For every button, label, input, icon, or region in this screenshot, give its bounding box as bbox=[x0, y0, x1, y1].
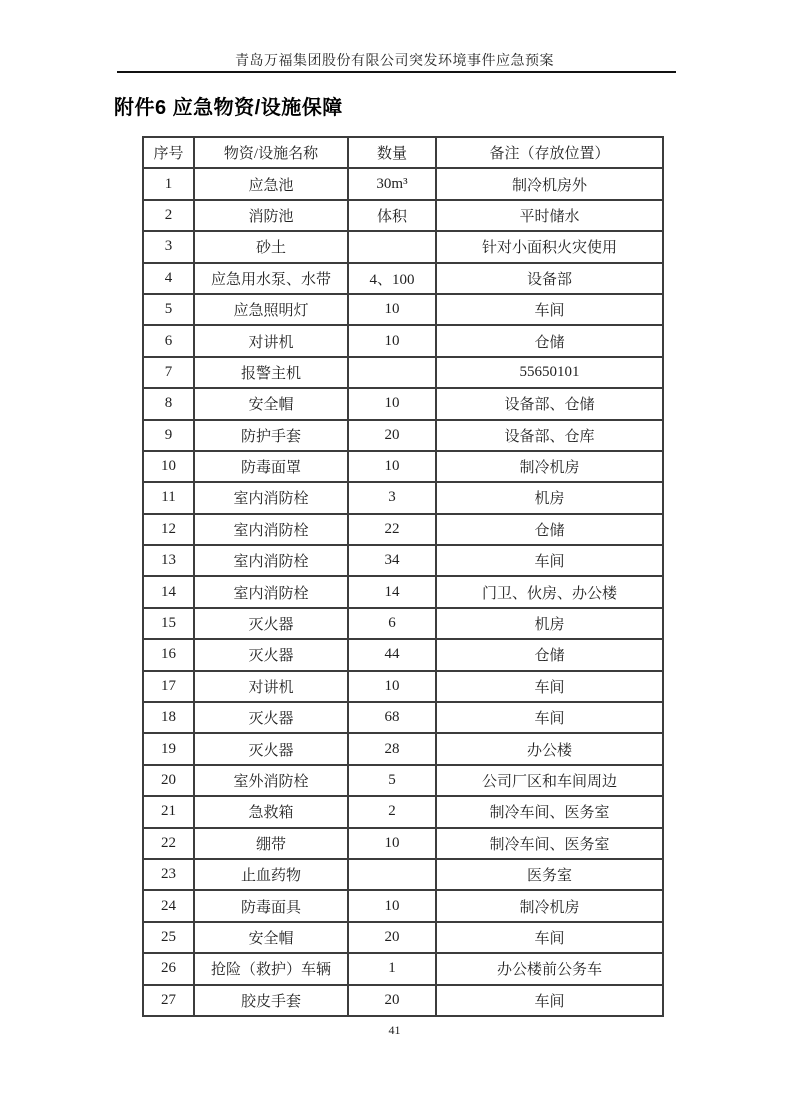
page-number: 41 bbox=[388, 1023, 401, 1037]
column-header-quantity: 数量 bbox=[348, 137, 436, 168]
table-row bbox=[143, 765, 663, 796]
cell-name: 室外消防栓 bbox=[194, 765, 348, 796]
cell-name: 急救箱 bbox=[194, 796, 348, 827]
cell-name: 抢险（救护）车辆 bbox=[194, 953, 348, 984]
cell-location: 平时储水 bbox=[436, 200, 663, 231]
cell-index: 1 bbox=[143, 168, 194, 199]
table-row bbox=[143, 859, 663, 890]
cell-name: 灭火器 bbox=[194, 702, 348, 733]
cell-quantity bbox=[348, 357, 436, 388]
table-row bbox=[143, 231, 663, 262]
cell-index: 7 bbox=[143, 357, 194, 388]
table-row bbox=[143, 702, 663, 733]
column-header-index: 序号 bbox=[143, 137, 194, 168]
table-row bbox=[143, 608, 663, 639]
cell-name: 室内消防栓 bbox=[194, 482, 348, 513]
cell-location: 车间 bbox=[436, 294, 663, 325]
cell-location: 仓储 bbox=[436, 639, 663, 670]
table-row bbox=[143, 985, 663, 1016]
supplies-table-body bbox=[143, 168, 663, 1016]
cell-location: 医务室 bbox=[436, 859, 663, 890]
cell-quantity: 22 bbox=[348, 514, 436, 545]
cell-quantity bbox=[348, 859, 436, 890]
table-row bbox=[143, 451, 663, 482]
cell-index: 23 bbox=[143, 859, 194, 890]
attachment-title: 附件6 应急物资/设施保障 bbox=[114, 97, 343, 119]
cell-quantity: 5 bbox=[348, 765, 436, 796]
cell-quantity: 10 bbox=[348, 828, 436, 859]
cell-index: 17 bbox=[143, 671, 194, 702]
cell-index: 27 bbox=[143, 985, 194, 1016]
cell-name: 止血药物 bbox=[194, 859, 348, 890]
cell-quantity: 68 bbox=[348, 702, 436, 733]
cell-quantity: 10 bbox=[348, 671, 436, 702]
cell-quantity: 1 bbox=[348, 953, 436, 984]
table-row bbox=[143, 514, 663, 545]
table-row bbox=[143, 796, 663, 827]
cell-quantity: 10 bbox=[348, 294, 436, 325]
cell-index: 22 bbox=[143, 828, 194, 859]
table-row bbox=[143, 200, 663, 231]
cell-name: 安全帽 bbox=[194, 388, 348, 419]
cell-quantity: 6 bbox=[348, 608, 436, 639]
cell-quantity: 4、100 bbox=[348, 263, 436, 294]
cell-name: 对讲机 bbox=[194, 325, 348, 356]
table-row bbox=[143, 357, 663, 388]
table-row bbox=[143, 545, 663, 576]
cell-name: 应急用水泵、水带 bbox=[194, 263, 348, 294]
cell-location: 机房 bbox=[436, 482, 663, 513]
cell-quantity: 14 bbox=[348, 576, 436, 607]
table-row bbox=[143, 325, 663, 356]
cell-quantity: 10 bbox=[348, 325, 436, 356]
cell-index: 24 bbox=[143, 890, 194, 921]
cell-location: 机房 bbox=[436, 608, 663, 639]
cell-index: 9 bbox=[143, 420, 194, 451]
cell-index: 20 bbox=[143, 765, 194, 796]
cell-name: 防毒面罩 bbox=[194, 451, 348, 482]
cell-index: 5 bbox=[143, 294, 194, 325]
column-header-location: 备注（存放位置） bbox=[436, 137, 663, 168]
cell-name: 应急池 bbox=[194, 168, 348, 199]
cell-name: 防毒面具 bbox=[194, 890, 348, 921]
cell-location: 制冷机房外 bbox=[436, 168, 663, 199]
cell-location: 车间 bbox=[436, 545, 663, 576]
cell-location: 车间 bbox=[436, 922, 663, 953]
cell-location: 制冷车间、医务室 bbox=[436, 796, 663, 827]
cell-quantity: 20 bbox=[348, 420, 436, 451]
cell-index: 15 bbox=[143, 608, 194, 639]
cell-location: 公司厂区和车间周边 bbox=[436, 765, 663, 796]
cell-quantity: 10 bbox=[348, 890, 436, 921]
cell-quantity: 44 bbox=[348, 639, 436, 670]
table-row bbox=[143, 168, 663, 199]
table-row bbox=[143, 639, 663, 670]
cell-name: 砂土 bbox=[194, 231, 348, 262]
cell-quantity: 2 bbox=[348, 796, 436, 827]
cell-index: 2 bbox=[143, 200, 194, 231]
cell-name: 灭火器 bbox=[194, 639, 348, 670]
cell-index: 10 bbox=[143, 451, 194, 482]
header-rule bbox=[117, 71, 676, 73]
cell-location: 设备部 bbox=[436, 263, 663, 294]
cell-name: 对讲机 bbox=[194, 671, 348, 702]
cell-name: 应急照明灯 bbox=[194, 294, 348, 325]
cell-index: 21 bbox=[143, 796, 194, 827]
table-row bbox=[143, 576, 663, 607]
table-row bbox=[143, 420, 663, 451]
table-row bbox=[143, 388, 663, 419]
cell-quantity: 10 bbox=[348, 388, 436, 419]
cell-quantity: 3 bbox=[348, 482, 436, 513]
table-row bbox=[143, 263, 663, 294]
cell-index: 14 bbox=[143, 576, 194, 607]
cell-index: 11 bbox=[143, 482, 194, 513]
page-header-title: 青岛万福集团股份有限公司突发环境事件应急预案 bbox=[235, 54, 554, 69]
cell-quantity: 20 bbox=[348, 985, 436, 1016]
cell-location: 车间 bbox=[436, 985, 663, 1016]
table-row bbox=[143, 482, 663, 513]
cell-quantity: 体积 bbox=[348, 200, 436, 231]
cell-name: 防护手套 bbox=[194, 420, 348, 451]
cell-index: 13 bbox=[143, 545, 194, 576]
cell-location: 门卫、伙房、办公楼 bbox=[436, 576, 663, 607]
cell-index: 6 bbox=[143, 325, 194, 356]
cell-location: 制冷机房 bbox=[436, 451, 663, 482]
cell-location: 仓储 bbox=[436, 325, 663, 356]
cell-name: 胶皮手套 bbox=[194, 985, 348, 1016]
cell-quantity: 10 bbox=[348, 451, 436, 482]
table-row bbox=[143, 671, 663, 702]
cell-quantity: 30m³ bbox=[348, 168, 436, 199]
cell-location: 设备部、仓储 bbox=[436, 388, 663, 419]
cell-location: 制冷机房 bbox=[436, 890, 663, 921]
cell-index: 18 bbox=[143, 702, 194, 733]
cell-index: 8 bbox=[143, 388, 194, 419]
cell-quantity: 28 bbox=[348, 733, 436, 764]
cell-name: 室内消防栓 bbox=[194, 514, 348, 545]
cell-name: 报警主机 bbox=[194, 357, 348, 388]
cell-name: 消防池 bbox=[194, 200, 348, 231]
cell-location: 55650101 bbox=[436, 357, 663, 388]
cell-quantity: 20 bbox=[348, 922, 436, 953]
cell-location: 设备部、仓库 bbox=[436, 420, 663, 451]
table-row bbox=[143, 953, 663, 984]
cell-index: 19 bbox=[143, 733, 194, 764]
cell-location: 办公楼前公务车 bbox=[436, 953, 663, 984]
cell-name: 室内消防栓 bbox=[194, 545, 348, 576]
cell-name: 室内消防栓 bbox=[194, 576, 348, 607]
cell-name: 灭火器 bbox=[194, 733, 348, 764]
table-row bbox=[143, 294, 663, 325]
table-header-row bbox=[143, 137, 663, 168]
cell-index: 26 bbox=[143, 953, 194, 984]
emergency-supplies-table bbox=[142, 136, 664, 1017]
cell-name: 绷带 bbox=[194, 828, 348, 859]
cell-location: 制冷车间、医务室 bbox=[436, 828, 663, 859]
cell-index: 12 bbox=[143, 514, 194, 545]
cell-quantity: 34 bbox=[348, 545, 436, 576]
cell-index: 4 bbox=[143, 263, 194, 294]
table-row bbox=[143, 890, 663, 921]
cell-location: 办公楼 bbox=[436, 733, 663, 764]
cell-location: 针对小面积火灾使用 bbox=[436, 231, 663, 262]
table-row bbox=[143, 733, 663, 764]
cell-index: 3 bbox=[143, 231, 194, 262]
cell-location: 仓储 bbox=[436, 514, 663, 545]
cell-name: 灭火器 bbox=[194, 608, 348, 639]
table-row bbox=[143, 922, 663, 953]
cell-location: 车间 bbox=[436, 702, 663, 733]
cell-index: 16 bbox=[143, 639, 194, 670]
table-row bbox=[143, 828, 663, 859]
cell-name: 安全帽 bbox=[194, 922, 348, 953]
cell-location: 车间 bbox=[436, 671, 663, 702]
cell-index: 25 bbox=[143, 922, 194, 953]
cell-quantity bbox=[348, 231, 436, 262]
column-header-name: 物资/设施名称 bbox=[194, 137, 348, 168]
